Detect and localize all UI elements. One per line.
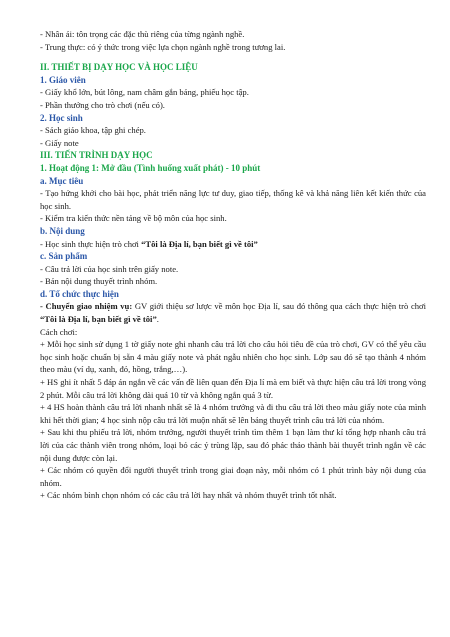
game-name: “Tôi là Địa lí, bạn biết gì về tôi” bbox=[40, 314, 157, 325]
task-label: - Chuyển giao nhiệm vụ: bbox=[40, 301, 133, 312]
rule-item: + Các nhóm bình chọn nhóm có các câu trả lời hay nhất và nhóm thuyết trình tốt nhất. bbox=[40, 490, 337, 501]
heading-teacher: 1. Giáo viên bbox=[40, 74, 86, 85]
content-item bbox=[40, 238, 426, 251]
spacer bbox=[40, 53, 426, 61]
rule-item: + Các nhóm có quyền đổi người thuyết trình trong giai đoạn này, mỗi nhóm có 1 phút trình bày nội dung của nhóm. bbox=[40, 465, 426, 488]
goal-item: - Kiểm tra kiến thức nền tảng về bộ môn của học sinh. bbox=[40, 213, 227, 224]
heading-organization: d. Tổ chức thực hiện bbox=[40, 288, 119, 299]
product-item: - Bản nội dung thuyết trình nhóm. bbox=[40, 276, 158, 287]
content-text: - Học sinh thực hiện trò chơi bbox=[40, 238, 142, 249]
student-item: - Sách giáo khoa, tập ghi chép. bbox=[40, 125, 146, 136]
rule-item: + Mỗi học sinh sử dụng 1 tờ giấy note ghi nhanh câu trả lời cho câu hỏi tiêu đề của trò chơi, GV có thể yêu cầu học sinh hoặc chuẩn bị sẵn 4 màu giấy note và phát ngẫu nhiên cho học sinh. Lớp sau đó sẽ tạo thành 4 nhóm theo màu (ví dụ, xanh, đỏ, hồng, trắng,…). bbox=[40, 339, 426, 375]
teacher-item: - Phần thưởng cho trò chơi (nếu có). bbox=[40, 99, 165, 110]
rule-item: + HS ghi ít nhất 5 đáp án ngắn về các vấn đề liên quan đến Địa lí mà em biết và thực hiện câu trả lời trong vòng 2 phút. Mỗi câu trả lời không dài quá 10 từ và không ngắn quá 3 từ. bbox=[40, 377, 426, 400]
section-title-equipment: II. THIẾT BỊ DẠY HỌC VÀ HỌC LIỆU bbox=[40, 62, 198, 73]
rules-label: Cách chơi: bbox=[40, 326, 78, 337]
goal-item: - Tạo hứng khởi cho bài học, phát triển năng lực tư duy, giao tiếp, thống kê và khả năng liên kết kiến thức của học sinh. bbox=[40, 188, 426, 211]
rule-item: + 4 HS hoàn thành câu trả lời nhanh nhất sẽ là 4 nhóm trưởng và đi thu câu trả lời theo màu giấy note của mình khi hết thời gian; 4 học sinh nộp câu trả lời muộn nhất sẽ lên bảng thuyết trình câu trả lời của nhóm. bbox=[40, 402, 426, 425]
task-end: . bbox=[156, 314, 159, 325]
heading-product: c. Sản phẩm bbox=[40, 251, 88, 262]
rule-item: + Sau khi thu phiếu trả lời, nhóm trưởng, người thuyết trình tìm thêm 1 bạn làm thư kí tổng hợp nhanh câu trả lời của các thành viên trong nhóm, loại bỏ các ý trùng lặp, sau đó phác thảo thành bài thuyết trình ngắn về các nội dung được còn lại. bbox=[40, 427, 426, 463]
task-paragraph bbox=[40, 300, 426, 325]
section-title-process: III. TIẾN TRÌNH DẠY HỌC bbox=[40, 150, 153, 161]
intro-line-1: - Nhân ái: tôn trọng các đặc thù riêng của từng ngành nghề. bbox=[40, 29, 245, 39]
heading-content: b. Nội dung bbox=[40, 225, 85, 236]
teacher-item: - Giấy khổ lớn, bút lông, nam châm gắn bảng, phiếu học tập. bbox=[40, 87, 249, 98]
heading-student: 2. Học sinh bbox=[40, 112, 83, 123]
student-item: - Giấy note bbox=[40, 137, 79, 148]
intro-line-2: - Trung thực: có ý thức trong việc lựa chọn ngành nghề trong tương lai. bbox=[40, 41, 286, 52]
product-item: - Câu trả lời của học sinh trên giấy note. bbox=[40, 263, 179, 274]
activity-title: 1. Hoạt động 1: Mở đầu (Tình huống xuất phát) - 10 phút bbox=[40, 162, 261, 173]
heading-goal: a. Mục tiêu bbox=[40, 175, 84, 186]
game-name: “Tôi là Địa lí, bạn biết gì về tôi” bbox=[141, 238, 258, 249]
task-text: GV giới thiệu sơ lược về môn học Địa lí, sau đó thông qua cách thực hiện trò chơi bbox=[132, 301, 426, 312]
